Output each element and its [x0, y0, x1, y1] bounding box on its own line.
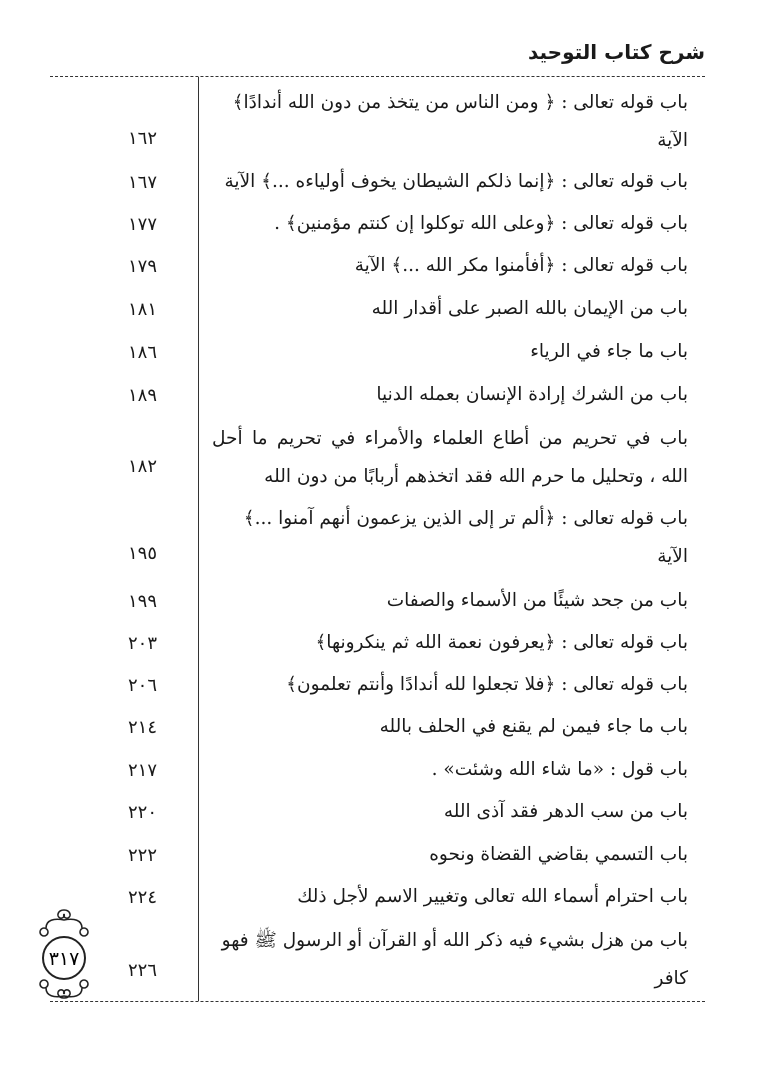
toc-entry-title	[212, 420, 688, 496]
toc-entry-title-line: باب ما جاء فيمن لم يقنع في الحلف بالله	[379, 716, 688, 737]
toc-entry-page-number: ٢٢٢	[128, 845, 158, 866]
toc-entry-title	[212, 500, 688, 576]
toc-entry-title	[212, 205, 688, 243]
toc-entry-title	[212, 163, 688, 201]
toc-entry-title-line: باب احترام أسماء الله تعالى وتغيير الاسم لأجل ذلك	[297, 886, 688, 907]
toc-entry-title	[212, 751, 688, 789]
column-divider	[198, 77, 199, 1001]
toc-entry-page-number: ٢٠٦	[128, 675, 158, 696]
toc-entry-title	[212, 836, 688, 874]
toc-entry-title	[212, 708, 688, 746]
toc-entry-title-line: باب قوله تعالى : ﴿وعلى الله توكلوا إن كنتم مؤمنين﴾ .	[274, 213, 688, 234]
running-header-title: شرح كتاب التوحيد	[527, 40, 705, 64]
header-rule	[50, 76, 705, 77]
toc-entry-title	[212, 878, 688, 916]
toc-entry-title-continuation: الآية	[657, 130, 688, 151]
toc-entry-title-line: باب من سب الدهر فقد آذى الله	[443, 801, 688, 822]
toc-entry-title	[212, 666, 688, 704]
toc-entry-title-line: باب من هزل بشيء فيه ذكر الله أو القرآن أو الرسول ﷺ فهو	[221, 930, 688, 951]
toc-entry-page-number: ١٨٢	[128, 456, 158, 477]
toc-entry-title-line: باب ما جاء في الرياء	[530, 341, 688, 362]
toc-entry-page-number: ٢٢٤	[128, 887, 158, 908]
toc-entry-title-line: باب قوله تعالى : ﴿فلا تجعلوا لله أندادًا وأنتم تعلمون﴾	[286, 674, 688, 695]
toc-entry-title	[212, 582, 688, 620]
toc-entry-title	[212, 793, 688, 831]
toc-entry-title	[212, 290, 688, 328]
page-number: ٣١٧	[48, 948, 80, 970]
toc-entry-page-number: ١٩٥	[128, 543, 158, 564]
toc-entry-title-line: باب من الإيمان بالله الصبر على أقدار الله	[371, 298, 688, 319]
toc-entry-title-line: باب قول : «ما شاء الله وشئت» .	[431, 759, 688, 780]
toc-entry-title	[212, 84, 688, 160]
toc-entry-title-continuation: الآية	[657, 546, 688, 567]
toc-entry-page-number: ١٨١	[128, 299, 158, 320]
toc-entry-title-line: باب قوله تعالى : ﴿أفأمنوا مكر الله ...﴾ الآية	[354, 255, 688, 276]
toc-entry-page-number: ١٦٧	[128, 172, 158, 193]
toc-entry-page-number: ١٨٦	[128, 342, 158, 363]
footer-rule	[50, 1001, 705, 1002]
toc-entry-page-number: ١٧٩	[128, 256, 158, 277]
toc-entry-title-line: باب من الشرك إرادة الإنسان بعمله الدنيا	[376, 384, 688, 405]
toc-entry-page-number: ١٨٩	[128, 385, 158, 406]
toc-entry-page-number: ٢١٤	[128, 717, 158, 738]
toc-entry-title	[212, 333, 688, 371]
toc-entry-title	[212, 922, 688, 998]
toc-entry-title-line: باب قوله تعالى : ﴿إنما ذلكم الشيطان يخوف أولياءه ...﴾ الآية	[224, 171, 688, 192]
toc-entry-title-line: باب في تحريم من أطاع العلماء والأمراء في تحريم ما أحل	[212, 428, 688, 449]
toc-entry-title-line: باب من جحد شيئًا من الأسماء والصفات	[386, 590, 688, 611]
toc-entry-page-number: ١٩٩	[128, 591, 158, 612]
page-number-ornament	[36, 906, 92, 1002]
toc-entry-page-number: ٢٢٠	[128, 802, 158, 823]
toc-entry-page-number: ٢١٧	[128, 760, 158, 781]
toc-entry-page-number: ٢٠٣	[128, 633, 158, 654]
toc-entry-page-number: ١٦٢	[128, 128, 158, 149]
toc-entry-title	[212, 247, 688, 285]
toc-entry-title	[212, 376, 688, 414]
toc-entry-title-line: باب التسمي بقاضي القضاة ونحوه	[429, 844, 688, 865]
toc-entry-title-continuation: الله ، وتحليل ما حرم الله فقد اتخذهم أربابًا من دون الله	[264, 466, 688, 487]
toc-entry-page-number: ٢٢٦	[128, 960, 158, 981]
toc-entry-title-continuation: كافر	[654, 968, 688, 989]
toc-entry-page-number: ١٧٧	[128, 214, 158, 235]
toc-entry-title-line: باب قوله تعالى : ﴿ألم تر إلى الذين يزعمون أنهم آمنوا ...﴾	[243, 508, 688, 529]
toc-entry-title-line: باب قوله تعالى : ﴿يعرفون نعمة الله ثم ينكرونها﴾	[315, 632, 688, 653]
toc-entry-title	[212, 624, 688, 662]
toc-entry-title-line: باب قوله تعالى : ﴿ ومن الناس من يتخذ من دون الله أندادًا﴾	[232, 92, 688, 113]
